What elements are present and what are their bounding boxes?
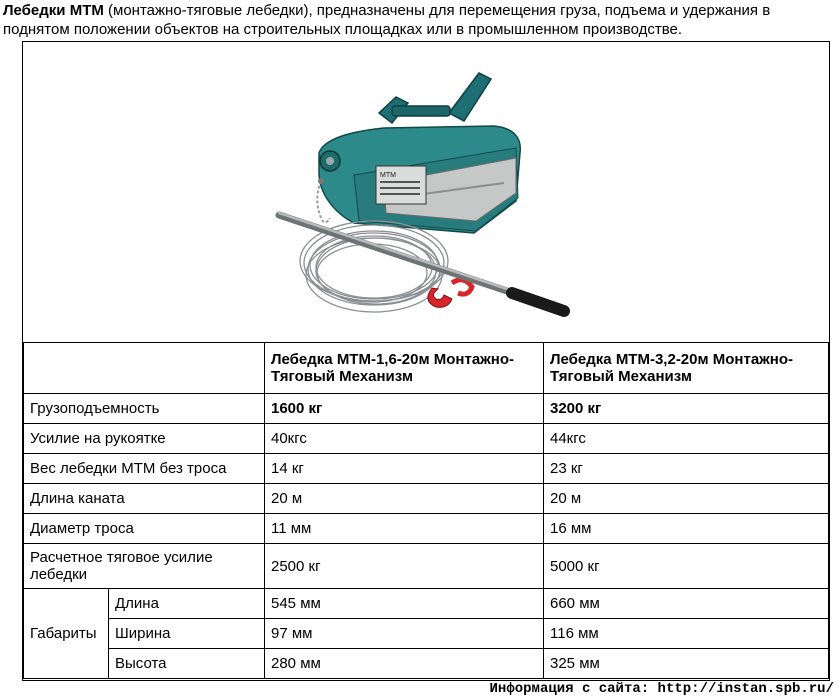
table-row [24,394,829,424]
row-label: Расчетное тяговое усилие лебедки [24,544,265,589]
table-header-row [24,343,829,394]
dim-value-1: 280 мм [265,649,544,679]
row-value-2: 20 м [544,484,829,514]
table-row [24,589,829,619]
row-value-2: 3200 кг [544,394,829,424]
row-value-1: 14 кг [265,454,544,484]
table-row [24,484,829,514]
source-footer: Информация с сайта: http://instan.spb.ru/ [489,681,834,697]
spec-table [23,342,829,679]
table-row [24,649,829,679]
intro-text: (монтажно-тяговые лебедки), предназначены для перемещения груза, подъема и удержания в поднятом положении объектов на строительных площадках или в промышленном производстве. [3,2,771,38]
spec-frame [22,41,830,681]
row-label: Диаметр троса [24,514,265,544]
dim-label: Высота [109,649,265,679]
col2-header: Лебедка МТМ-3,2-20м Монтажно-Тяговый Механизм [544,343,829,394]
row-label: Грузоподъемность [24,394,265,424]
plate-text: MTM [380,172,396,179]
row-value-1: 1600 кг [265,394,544,424]
row-value-1: 11 мм [265,514,544,544]
row-value-2: 23 кг [544,454,829,484]
dim-value-1: 97 мм [265,619,544,649]
intro-title: Лебедки МТМ [3,2,104,19]
dim-label: Длина [109,589,265,619]
row-label: Усилие на рукоятке [24,424,265,454]
dim-value-2: 116 мм [544,619,829,649]
table-row [24,544,829,589]
dims-group-label: Габариты [24,589,109,679]
header-empty-cell [24,343,265,394]
row-label: Вес лебедки МТМ без троса [24,454,265,484]
table-row [24,619,829,649]
intro-paragraph [3,1,837,39]
winch-body [317,73,520,233]
dim-value-1: 545 мм [265,589,544,619]
table-row [24,424,829,454]
row-value-1: 40кгс [265,424,544,454]
dim-value-2: 325 мм [544,649,829,679]
row-label: Длина каната [24,484,265,514]
row-value-2: 44кгс [544,424,829,454]
dim-value-2: 660 мм [544,589,829,619]
row-value-1: 2500 кг [265,544,544,589]
row-value-2: 5000 кг [544,544,829,589]
row-value-1: 20 м [265,484,544,514]
row-value-2: 16 мм [544,514,829,544]
table-row [24,514,829,544]
col1-header: Лебедка МТМ-1,6-20м Монтажно-Тяговый Механизм [265,343,544,394]
table-row [24,454,829,484]
dim-label: Ширина [109,619,265,649]
product-photo [24,43,828,343]
